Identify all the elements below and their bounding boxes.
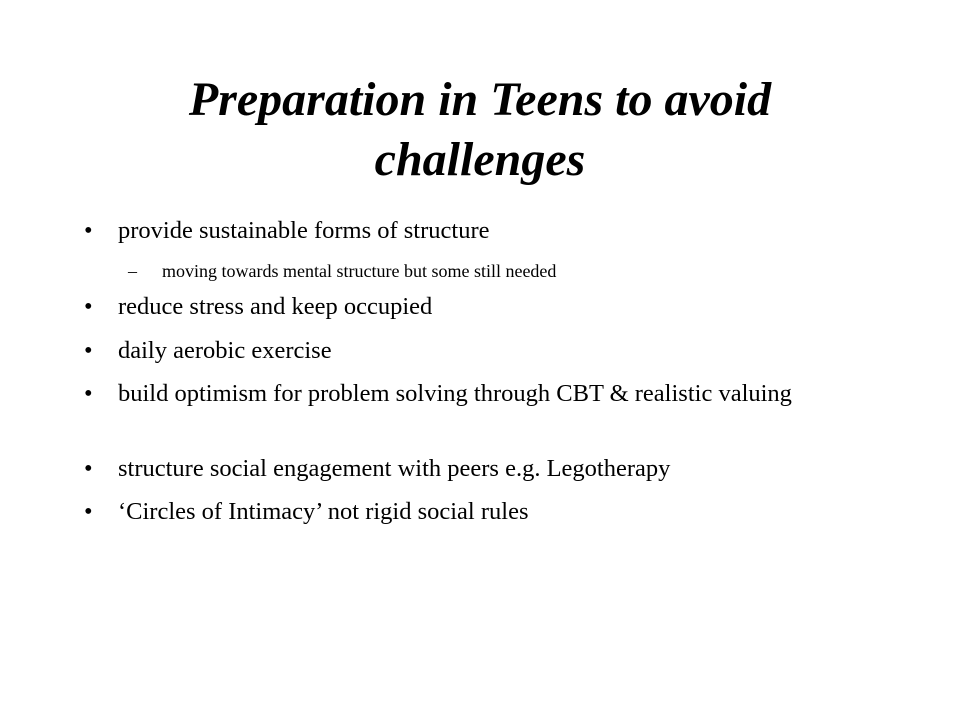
bullet-marker: •: [84, 498, 93, 525]
bullet-item: [84, 217, 864, 245]
bullet-text: structure social engagement with peers e.g. Legotherapy: [118, 455, 671, 482]
sub-bullet-text: moving towards mental structure but some still needed: [162, 261, 557, 281]
bullet-text: build optimism for problem solving through CBT & realistic valuing: [118, 380, 792, 407]
bullet-text: ‘Circles of Intimacy’ not rigid social rules: [118, 498, 529, 525]
bullet-item: [84, 498, 864, 526]
bullet-marker: •: [84, 455, 93, 482]
bullet-text: daily aerobic exercise: [118, 337, 332, 364]
sub-bullet-marker: –: [128, 261, 137, 281]
bullet-marker: •: [84, 293, 93, 320]
bullet-text: reduce stress and keep occupied: [118, 293, 433, 320]
bullet-item: [84, 293, 864, 321]
sub-bullet-item: [128, 260, 868, 282]
slide-title: Preparation in Teens to avoid challenges: [188, 73, 772, 186]
bullet-item: [84, 455, 864, 483]
bullet-marker: •: [84, 217, 93, 244]
bullet-text: provide sustainable forms of structure: [118, 217, 490, 244]
bullet-marker: •: [84, 380, 93, 407]
bullet-marker: •: [84, 337, 93, 364]
bullet-item: [84, 380, 864, 408]
bullet-item: [84, 337, 864, 365]
